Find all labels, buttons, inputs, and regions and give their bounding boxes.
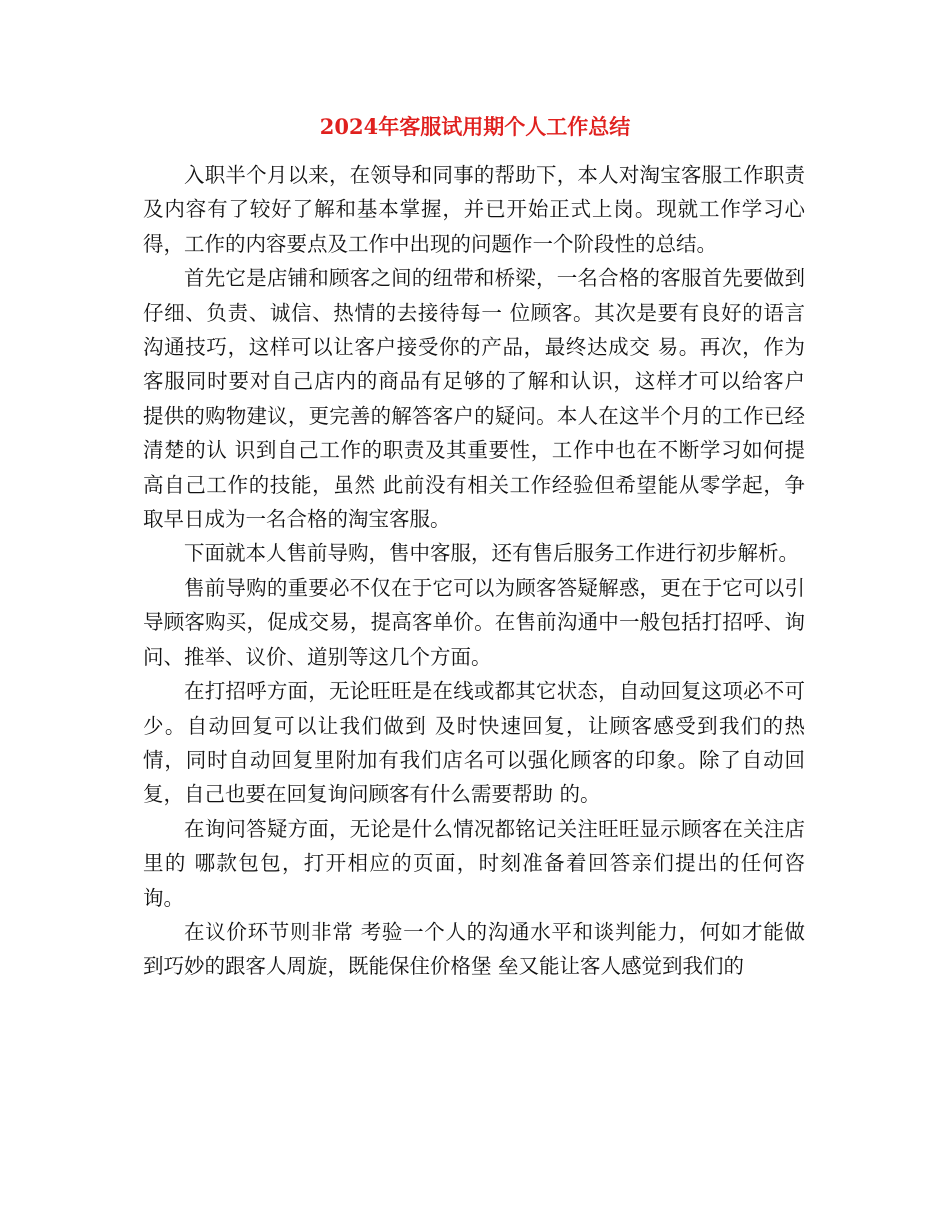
paragraph: 入职半个月以来，在领导和同事的帮助下，本人对淘宝客服工作职责及内容有了较好了解和基本掌握，并已开始正式上岗。现就工作学习心得，工作的内容要点及工作中出现的问题作一个阶段性的总结。: [143, 163, 805, 256]
document-title: 2024年客服试用期个人工作总结: [319, 114, 631, 139]
paragraph: 在询问答疑方面，无论是什么情况都铭记关注旺旺显示顾客在关注店里的 哪款包包，打开相应的页面，时刻准备着回答亲们提出的任何咨询。: [143, 816, 805, 910]
paragraph: 在议价环节则非常 考验一个人的沟通水平和谈判能力，何如才能做到巧妙的跟客人周旋，既能保住价格堡 垒又能让客人感觉到我们的: [143, 919, 805, 979]
paragraph: 下面就本人售前导购，售中客服，还有售后服务工作进行初步解析。: [184, 541, 799, 566]
paragraph: 在打招呼方面，无论旺旺是在线或都其它状态，自动回复这项必不可少。自动回复可以让我们做到 及时快速回复，让顾客感受到我们的热情，同时自动回复里附加有我们店名可以强化顾客的印象。除了自动回复，自己也要在回复询问顾客有什么需要帮助 的。: [143, 679, 805, 807]
paragraph: 售前导购的重要必不仅在于它可以为顾客答疑解惑，更在于它可以引导顾客购买，促成交易，提高客单价。在售前沟通中一般包括打招呼、询问、推举、议价、道别等这几个方面。: [143, 575, 805, 669]
document-body: [143, 158, 805, 984]
paragraph: 首先它是店铺和顾客之间的纽带和桥梁，一名合格的客服首先要做到仔细、负责、诚信、热情的去接待每一 位顾客。其次是要有良好的语言沟通技巧，这样可以让客户接受你的产品，最终达成交 易。再次，作为客服同时要对自己店内的商品有足够的了解和认识，这样才可以给客户 提供的购物建议，更完善的解答客户的疑问。本人在这半个月的工作已经清楚的认 识到自己工作的职责及其重要性，工作中也在不断学习如何提高自己工作的技能，虽然 此前没有相关工作经验但希望能从零学起，争取早日成为一名合格的淘宝客服。: [143, 266, 805, 532]
